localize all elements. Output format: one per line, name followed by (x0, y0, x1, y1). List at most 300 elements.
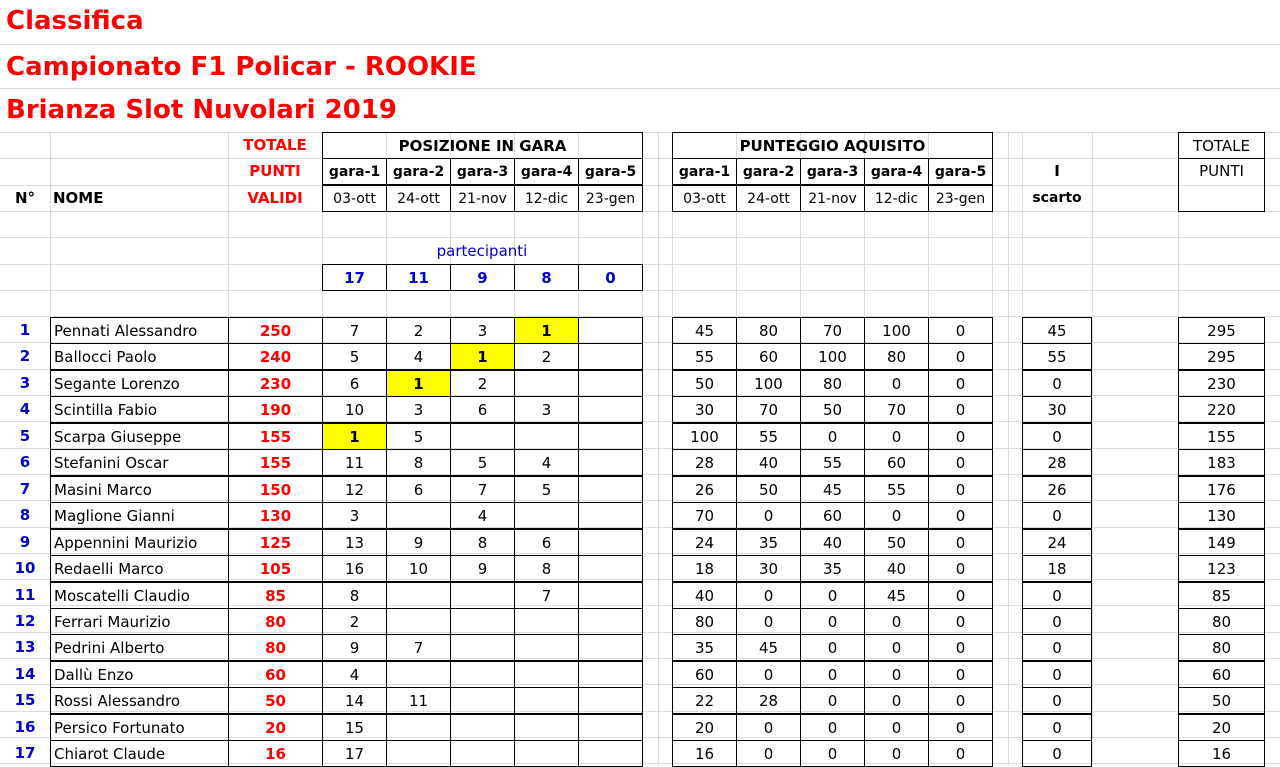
header-nome: NOME (53, 189, 104, 207)
row-race-points: 60 (864, 449, 929, 476)
row-name: Scintilla Fabio (50, 396, 229, 423)
row-position: 9 (386, 529, 451, 556)
row-race-points: 55 (736, 423, 801, 450)
row-position: 4 (322, 661, 387, 688)
gridline-h (0, 237, 1280, 238)
row-position: 5 (450, 449, 515, 476)
row-race-points: 0 (800, 661, 865, 688)
gridline-h (0, 44, 1280, 45)
row-position (578, 529, 643, 556)
row-race-points: 50 (672, 370, 737, 397)
header-totale: TOTALE (243, 136, 307, 154)
row-race-points: 0 (800, 714, 865, 741)
row-position: 4 (514, 449, 579, 476)
row-race-points: 40 (864, 555, 929, 582)
participants-count: 9 (450, 264, 515, 291)
row-race-points: 45 (736, 634, 801, 661)
row-race-points: 100 (736, 370, 801, 397)
row-race-points: 30 (736, 555, 801, 582)
row-position: 2 (322, 608, 387, 635)
header-num: N° (14, 189, 36, 207)
row-position (578, 582, 643, 609)
row-total: 50 (1178, 687, 1265, 714)
header-totale-right: TOTALE (1178, 132, 1265, 159)
row-total: 230 (1178, 370, 1265, 397)
row-race-points: 80 (672, 608, 737, 635)
row-race-points: 35 (736, 529, 801, 556)
row-race-points: 0 (800, 582, 865, 609)
row-name: Moscatelli Claudio (50, 582, 229, 609)
row-position: 3 (386, 396, 451, 423)
row-position: 3 (322, 502, 387, 529)
row-race-points: 30 (672, 396, 737, 423)
row-position (386, 608, 451, 635)
row-valid-points: 155 (228, 423, 323, 450)
row-number: 17 (14, 744, 36, 762)
row-total: 80 (1178, 634, 1265, 661)
row-position: 2 (514, 343, 579, 370)
row-position (450, 582, 515, 609)
row-race-points: 0 (800, 634, 865, 661)
row-position (578, 396, 643, 423)
row-scarto: 24 (1022, 529, 1092, 556)
row-total: 130 (1178, 502, 1265, 529)
row-scarto: 26 (1022, 476, 1092, 503)
pts-race-header: gara-1 (672, 158, 737, 185)
row-position (578, 634, 643, 661)
pos-date-header: 23-gen (578, 185, 643, 212)
row-race-points: 0 (736, 714, 801, 741)
row-position: 7 (450, 476, 515, 503)
row-race-points: 50 (864, 529, 929, 556)
row-total: 295 (1178, 343, 1265, 370)
row-position (386, 714, 451, 741)
row-scarto: 0 (1022, 502, 1092, 529)
pos-race-header: gara-2 (386, 158, 451, 185)
row-race-points: 0 (864, 634, 929, 661)
row-scarto: 28 (1022, 449, 1092, 476)
row-position (578, 608, 643, 635)
pos-date-header: 24-ott (386, 185, 451, 212)
row-position: 5 (514, 476, 579, 503)
row-valid-points: 230 (228, 370, 323, 397)
row-race-points: 26 (672, 476, 737, 503)
row-race-points: 40 (736, 449, 801, 476)
row-scarto: 0 (1022, 661, 1092, 688)
row-number: 4 (19, 400, 31, 418)
row-position: 4 (450, 502, 515, 529)
row-valid-points: 80 (228, 608, 323, 635)
row-race-points: 0 (928, 740, 993, 767)
header-validi: VALIDI (247, 189, 303, 207)
row-race-points: 18 (672, 555, 737, 582)
row-number: 6 (19, 453, 31, 471)
row-name: Dallù Enzo (50, 661, 229, 688)
row-valid-points: 85 (228, 582, 323, 609)
row-valid-points: 60 (228, 661, 323, 688)
header-punteggio: PUNTEGGIO AQUISITO (672, 132, 993, 159)
row-number: 5 (19, 427, 31, 445)
row-race-points: 0 (864, 370, 929, 397)
pos-date-header: 21-nov (450, 185, 515, 212)
row-position: 6 (322, 370, 387, 397)
row-position: 1 (322, 423, 387, 450)
row-valid-points: 190 (228, 396, 323, 423)
header-punti: PUNTI (249, 162, 301, 180)
row-name: Pennati Alessandro (50, 317, 229, 344)
row-race-points: 70 (736, 396, 801, 423)
row-name: Appennini Maurizio (50, 529, 229, 556)
pts-race-header: gara-3 (800, 158, 865, 185)
row-total: 149 (1178, 529, 1265, 556)
gridline-v (658, 132, 659, 765)
row-race-points: 28 (736, 687, 801, 714)
row-valid-points: 125 (228, 529, 323, 556)
row-position: 2 (386, 317, 451, 344)
row-race-points: 60 (736, 343, 801, 370)
participants-count: 11 (386, 264, 451, 291)
row-name: Ferrari Maurizio (50, 608, 229, 635)
pos-race-header: gara-3 (450, 158, 515, 185)
row-race-points: 0 (864, 740, 929, 767)
row-position (450, 687, 515, 714)
row-race-points: 0 (736, 661, 801, 688)
row-position: 6 (514, 529, 579, 556)
row-position (578, 370, 643, 397)
row-race-points: 0 (864, 714, 929, 741)
row-position (578, 423, 643, 450)
row-position (578, 476, 643, 503)
row-valid-points: 80 (228, 634, 323, 661)
row-valid-points: 105 (228, 555, 323, 582)
row-race-points: 0 (928, 529, 993, 556)
row-position (514, 687, 579, 714)
row-race-points: 60 (672, 661, 737, 688)
row-race-points: 16 (672, 740, 737, 767)
row-position: 11 (386, 687, 451, 714)
row-position: 5 (322, 343, 387, 370)
row-race-points: 20 (672, 714, 737, 741)
row-valid-points: 240 (228, 343, 323, 370)
pos-date-header: 12-dic (514, 185, 579, 212)
row-position (578, 661, 643, 688)
row-position (450, 740, 515, 767)
row-total: 60 (1178, 661, 1265, 688)
row-position: 7 (514, 582, 579, 609)
row-name: Chiarot Claude (50, 740, 229, 767)
row-race-points: 0 (864, 608, 929, 635)
row-race-points: 70 (800, 317, 865, 344)
row-race-points: 100 (672, 423, 737, 450)
row-race-points: 0 (928, 317, 993, 344)
row-number: 16 (14, 718, 36, 736)
row-number: 2 (19, 347, 31, 365)
pts-date-header: 12-dic (864, 185, 929, 212)
row-scarto: 18 (1022, 555, 1092, 582)
row-position (514, 370, 579, 397)
row-position: 14 (322, 687, 387, 714)
row-scarto: 55 (1022, 343, 1092, 370)
row-race-points: 0 (928, 608, 993, 635)
row-race-points: 60 (800, 502, 865, 529)
row-position (514, 423, 579, 450)
row-number: 9 (19, 533, 31, 551)
row-position: 9 (322, 634, 387, 661)
row-race-points: 55 (800, 449, 865, 476)
row-race-points: 0 (928, 370, 993, 397)
row-total: 16 (1178, 740, 1265, 767)
row-total: 220 (1178, 396, 1265, 423)
row-total: 155 (1178, 423, 1265, 450)
row-race-points: 100 (864, 317, 929, 344)
row-position (386, 740, 451, 767)
row-position (514, 661, 579, 688)
row-number: 12 (14, 612, 36, 630)
header-scarto-top: I (1054, 162, 1060, 180)
row-number: 7 (19, 480, 31, 498)
row-race-points: 0 (928, 555, 993, 582)
row-race-points: 70 (672, 502, 737, 529)
row-position (450, 423, 515, 450)
row-name: Masini Marco (50, 476, 229, 503)
row-position: 2 (450, 370, 515, 397)
row-race-points: 40 (800, 529, 865, 556)
gridline-v (1092, 132, 1093, 765)
row-position (450, 608, 515, 635)
header-posizione: POSIZIONE IN GARA (322, 132, 643, 159)
row-total: 20 (1178, 714, 1265, 741)
partecipanti-label: partecipanti (436, 242, 528, 260)
row-position: 10 (322, 396, 387, 423)
row-position: 4 (386, 343, 451, 370)
row-race-points: 50 (736, 476, 801, 503)
row-position: 8 (386, 449, 451, 476)
row-number: 10 (14, 559, 36, 577)
row-position: 3 (514, 396, 579, 423)
row-position (578, 687, 643, 714)
row-position: 8 (514, 555, 579, 582)
row-position: 9 (450, 555, 515, 582)
row-position (386, 661, 451, 688)
row-position: 1 (386, 370, 451, 397)
row-position: 6 (450, 396, 515, 423)
row-position: 15 (322, 714, 387, 741)
row-race-points: 0 (800, 740, 865, 767)
row-position (578, 714, 643, 741)
title-brianza: Brianza Slot Nuvolari 2019 (6, 95, 398, 125)
row-scarto: 0 (1022, 714, 1092, 741)
row-position (386, 582, 451, 609)
row-number: 8 (19, 506, 31, 524)
row-position (450, 661, 515, 688)
row-race-points: 0 (864, 502, 929, 529)
pos-race-header: gara-5 (578, 158, 643, 185)
row-race-points: 0 (928, 396, 993, 423)
row-race-points: 80 (800, 370, 865, 397)
row-race-points: 0 (928, 582, 993, 609)
row-position (514, 634, 579, 661)
row-race-points: 0 (928, 661, 993, 688)
row-race-points: 55 (864, 476, 929, 503)
row-name: Scarpa Giuseppe (50, 423, 229, 450)
row-position (514, 502, 579, 529)
row-race-points: 0 (928, 449, 993, 476)
row-number: 14 (14, 665, 36, 683)
row-position: 8 (322, 582, 387, 609)
row-number: 11 (14, 586, 36, 604)
row-race-points: 45 (864, 582, 929, 609)
row-valid-points: 50 (228, 687, 323, 714)
row-race-points: 35 (800, 555, 865, 582)
row-position: 17 (322, 740, 387, 767)
row-position: 7 (322, 317, 387, 344)
row-position (578, 740, 643, 767)
pts-date-header: 21-nov (800, 185, 865, 212)
row-scarto: 0 (1022, 634, 1092, 661)
row-position (514, 714, 579, 741)
pts-race-header: gara-2 (736, 158, 801, 185)
row-total: 295 (1178, 317, 1265, 344)
row-scarto: 0 (1022, 608, 1092, 635)
row-position: 13 (322, 529, 387, 556)
row-position (514, 608, 579, 635)
row-position: 10 (386, 555, 451, 582)
row-race-points: 0 (928, 634, 993, 661)
row-race-points: 45 (672, 317, 737, 344)
row-race-points: 22 (672, 687, 737, 714)
row-position: 7 (386, 634, 451, 661)
row-race-points: 28 (672, 449, 737, 476)
row-number: 15 (14, 691, 36, 709)
row-race-points: 55 (672, 343, 737, 370)
row-race-points: 0 (736, 740, 801, 767)
participants-count: 0 (578, 264, 643, 291)
row-race-points: 70 (864, 396, 929, 423)
pts-race-header: gara-5 (928, 158, 993, 185)
row-total: 80 (1178, 608, 1265, 635)
row-number: 13 (14, 638, 36, 656)
row-position (578, 502, 643, 529)
row-position (450, 714, 515, 741)
row-scarto: 0 (1022, 423, 1092, 450)
row-race-points: 0 (800, 608, 865, 635)
row-race-points: 0 (928, 502, 993, 529)
row-race-points: 0 (864, 661, 929, 688)
pts-race-header: gara-4 (864, 158, 929, 185)
row-position: 8 (450, 529, 515, 556)
row-name: Segante Lorenzo (50, 370, 229, 397)
row-number: 3 (19, 374, 31, 392)
pos-race-header: gara-1 (322, 158, 387, 185)
gridline-v (1008, 132, 1009, 765)
row-race-points: 0 (864, 423, 929, 450)
row-race-points: 80 (864, 343, 929, 370)
row-valid-points: 130 (228, 502, 323, 529)
row-name: Rossi Alessandro (50, 687, 229, 714)
row-race-points: 0 (736, 502, 801, 529)
row-race-points: 35 (672, 634, 737, 661)
row-position: 3 (450, 317, 515, 344)
row-total: 85 (1178, 582, 1265, 609)
pts-date-header: 03-ott (672, 185, 737, 212)
row-race-points: 40 (672, 582, 737, 609)
title-classifica: Classifica (6, 6, 144, 36)
row-scarto: 45 (1022, 317, 1092, 344)
row-position (386, 502, 451, 529)
row-race-points: 24 (672, 529, 737, 556)
row-position: 11 (322, 449, 387, 476)
row-race-points: 0 (928, 687, 993, 714)
row-race-points: 100 (800, 343, 865, 370)
row-name: Pedrini Alberto (50, 634, 229, 661)
row-name: Stefanini Oscar (50, 449, 229, 476)
row-scarto: 0 (1022, 687, 1092, 714)
row-position (578, 343, 643, 370)
header-punti-right: PUNTI (1178, 158, 1265, 212)
row-position (514, 740, 579, 767)
row-name: Maglione Gianni (50, 502, 229, 529)
row-race-points: 0 (928, 423, 993, 450)
row-position: 12 (322, 476, 387, 503)
row-scarto: 0 (1022, 370, 1092, 397)
row-valid-points: 150 (228, 476, 323, 503)
row-position: 1 (514, 317, 579, 344)
row-position (578, 317, 643, 344)
row-race-points: 0 (928, 714, 993, 741)
row-position (578, 449, 643, 476)
row-position: 1 (450, 343, 515, 370)
row-name: Ballocci Paolo (50, 343, 229, 370)
row-position: 6 (386, 476, 451, 503)
row-scarto: 0 (1022, 582, 1092, 609)
row-race-points: 0 (864, 687, 929, 714)
row-valid-points: 16 (228, 740, 323, 767)
title-campionato: Campionato F1 Policar - ROOKIE (6, 52, 477, 82)
row-name: Redaelli Marco (50, 555, 229, 582)
pts-date-header: 23-gen (928, 185, 993, 212)
row-valid-points: 250 (228, 317, 323, 344)
pos-race-header: gara-4 (514, 158, 579, 185)
row-race-points: 0 (736, 608, 801, 635)
row-position (578, 555, 643, 582)
row-number: 1 (19, 321, 31, 339)
pos-date-header: 03-ott (322, 185, 387, 212)
row-position (450, 634, 515, 661)
header-scarto: scarto (1032, 190, 1082, 206)
row-total: 123 (1178, 555, 1265, 582)
row-race-points: 0 (800, 423, 865, 450)
participants-count: 8 (514, 264, 579, 291)
row-valid-points: 20 (228, 714, 323, 741)
row-race-points: 0 (800, 687, 865, 714)
row-race-points: 50 (800, 396, 865, 423)
row-race-points: 0 (736, 582, 801, 609)
row-scarto: 30 (1022, 396, 1092, 423)
row-total: 183 (1178, 449, 1265, 476)
row-race-points: 0 (928, 476, 993, 503)
row-name: Persico Fortunato (50, 714, 229, 741)
row-scarto: 0 (1022, 740, 1092, 767)
row-position: 5 (386, 423, 451, 450)
row-position: 16 (322, 555, 387, 582)
row-total: 176 (1178, 476, 1265, 503)
pts-date-header: 24-ott (736, 185, 801, 212)
participants-count: 17 (322, 264, 387, 291)
row-valid-points: 155 (228, 449, 323, 476)
gridline-h (0, 88, 1280, 89)
row-race-points: 45 (800, 476, 865, 503)
row-race-points: 80 (736, 317, 801, 344)
